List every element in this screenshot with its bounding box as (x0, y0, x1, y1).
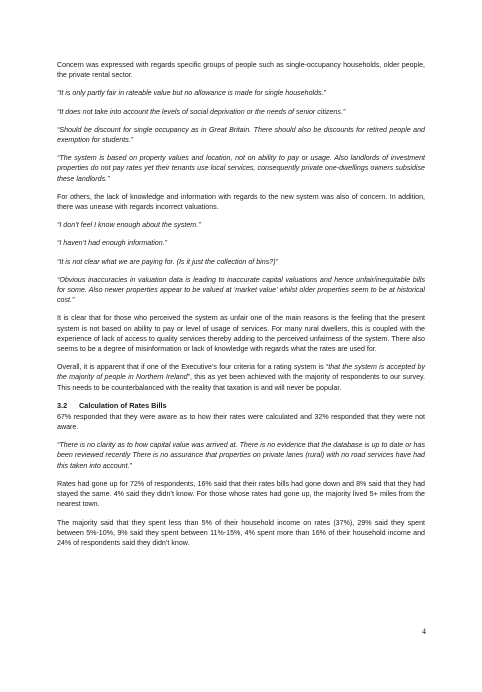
overall-paragraph (57, 362, 425, 393)
quote: “The system is based on property values and location, not on ability to pay or usage. Also landlords of investment properties do not pay rates yet their tenants use local services, consequently private one-dwellings owners subsidise these landlords.” (57, 154, 425, 183)
paragraph: The majority said that they spent less than 5% of their household income on rates (37%), 29% said they spent between 5%-10%, 9% said they spent between 11%-15%, 4% spent more than 16% of their household income and 24% of respondents said they didn’t know. (57, 518, 425, 547)
quote: “There is no clarity as to how capital value was arrived at. There is no evidence that the database is up to date or has been reviewed recently There is no assurance that properties on private lanes (rural) with no road services have had this taken into account.” (57, 441, 425, 470)
quote: “Should be discount for single occupancy as in Great Britain. There should also be discounts for retired people and exemption for students.” (57, 125, 425, 145)
paragraph: 67% responded that they were aware as to how their rates were calculated and 32% responded that they were not aware. (57, 412, 425, 432)
section-title: Calculation of Rates Bills (79, 400, 167, 410)
quote: “I don’t feel I know enough about the system.” (57, 221, 201, 230)
quote: “It does not take into account the levels of social deprivation or the needs of senior citizens.” (57, 107, 346, 116)
section-heading (57, 401, 425, 411)
paragraph: For others, the lack of knowledge and information with regards to the new system was also of concern. In addition, there was unease with regards incorrect valuations. (57, 192, 425, 212)
top-section (57, 60, 425, 393)
overall-text-end: ”, this as yet been achieved with the majority of respondents to our survey. This needs to be counterbalanced with the reality that taxation is and will never be popular. (57, 373, 426, 392)
paragraph: Concern was expressed with regards specific groups of people such as single-occupancy households, older people, the private rental sector. (57, 61, 425, 80)
page-number: 4 (422, 627, 426, 636)
quote: “It is not clear what we are paying for. (Is it just the collection of bins?)” (57, 257, 278, 266)
paragraph: It is clear that for those who perceived the system as unfair one of the main reasons is the feeling that the present system is not based on ability to pay or level of usage of services. For many rural dwellers, this is coupled with the experience of lack of access to quality services thereby adding to the perceived unfairness of the system. There also seems to be a degree of misinformation or lack of knowledge with regards what the rates are used for. (57, 314, 425, 354)
bottom-section (57, 412, 425, 548)
quote: “It is only partly fair in rateable value but no allowance is made for single households.” (57, 89, 326, 98)
section-number: 3.2 (57, 400, 68, 410)
overall-text-start: Overall, it is apparent that if one of the Executive’s four criteria for a rating system is “ (57, 363, 329, 372)
quote: “Obvious inaccuracies in valuation data is leading to inaccurate capital valuations and hence unfair/inequitable bills for some. Also newer properties appear to be valued at ‘market value’ whilst older properties seem to be at historical cost.” (57, 275, 425, 305)
overall-emphasis: that the system is accepted by the majority of people in Northern Ireland (57, 363, 425, 382)
quote: “I haven’t had enough information.” (57, 239, 168, 248)
paragraph: Rates had gone up for 72% of respondents, 16% said that their rates bills had gone down and 8% said that they had stayed the same. 4% said they didn’t know. For those whose rates had gone up, the majority lived 5+ miles from the nearest town. (57, 479, 425, 509)
